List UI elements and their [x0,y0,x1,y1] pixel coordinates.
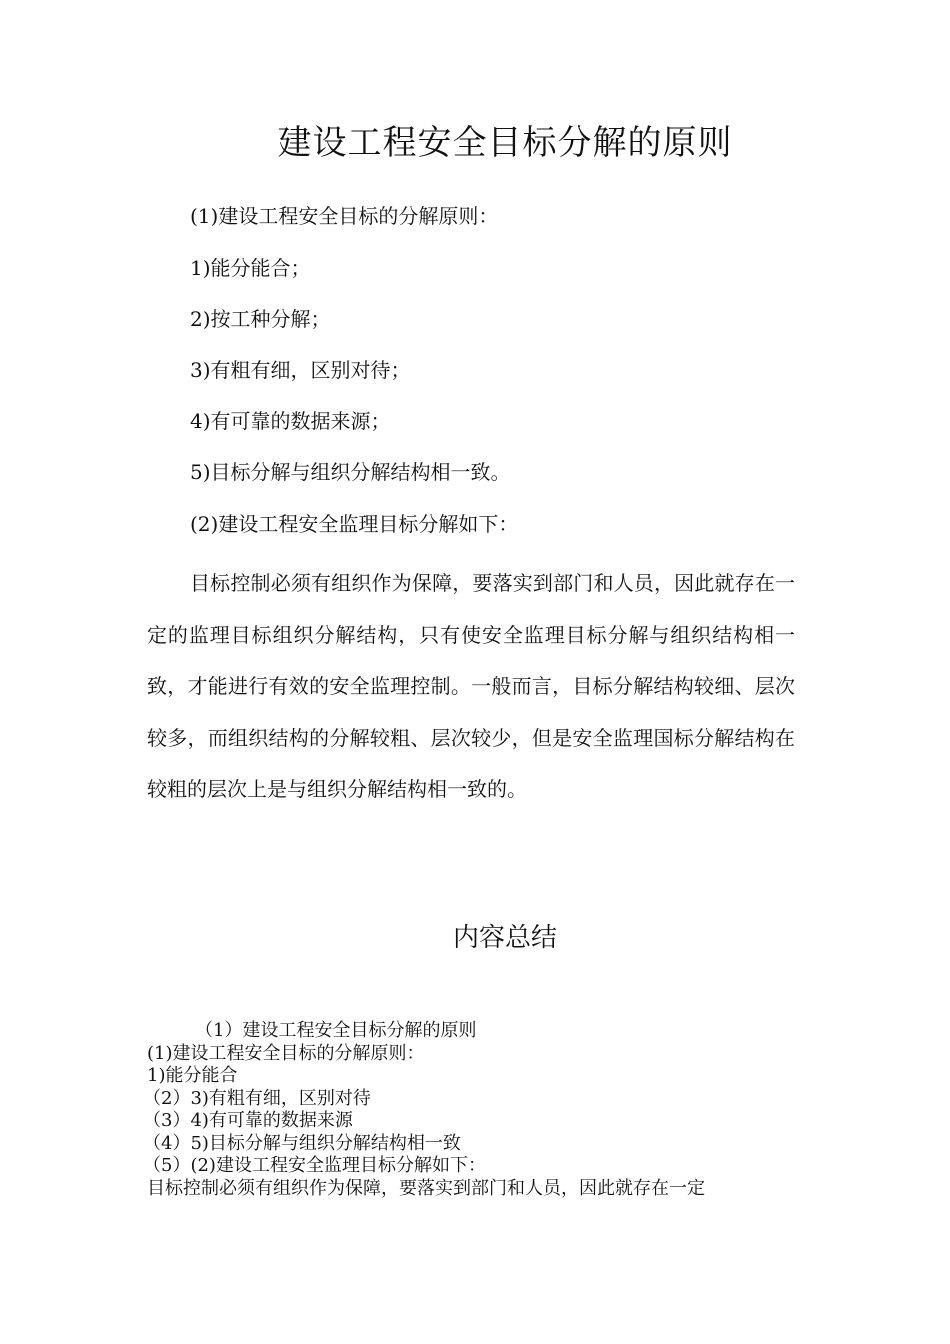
document-title: 建设工程安全目标分解的原则 [277,123,733,163]
list-item: 5)目标分解与组织分解结构相一致。 [190,460,511,484]
list-item: (1)建设工程安全目标的分解原则： [190,204,499,228]
summary-block [143,1020,807,1200]
list-item: 1)能分能合； [190,256,311,280]
summary-line: 目标控制必须有组织作为保障，要落实到部门和人员，因此就存在一定 [147,1177,705,1199]
summary-heading: 内容总结 [452,923,557,953]
summary-line: （3）4)有可靠的数据来源 [143,1110,353,1131]
body-paragraph: 目标控制必须有组织作为保障，要落实到部门和人员，因此就存在一定的监理目标组织分解结构，只有使安全监理目标分解与组织结构相一致，才能进行有效的安全监理控制。一般而言，目标分解结构较细、层次较多，而组织结构的分解较粗、层次较少，但是安全监理国标分解结构在较粗的层次上是与组织分解结构相一致的。 [147,571,795,801]
list-item: 4)有可靠的数据来源； [190,409,391,433]
summary-line: （2）3)有粗有细，区别对待 [143,1087,371,1109]
summary-line: (1)建设工程安全目标的分解原则： [147,1042,425,1064]
summary-line: （4）5)目标分解与组织分解结构相一致 [143,1132,461,1154]
list-item: 3)有粗有细，区别对待； [190,358,411,382]
summary-line: 1)能分能合 [147,1065,238,1086]
list-item: (2)建设工程安全监理目标分解如下： [190,512,519,536]
list-item: 2)按工种分解； [190,307,331,331]
summary-line: （5）(2)建设工程安全监理目标分解如下： [143,1155,486,1176]
summary-line: （1）建设工程安全目标分解的原则 [195,1020,477,1041]
